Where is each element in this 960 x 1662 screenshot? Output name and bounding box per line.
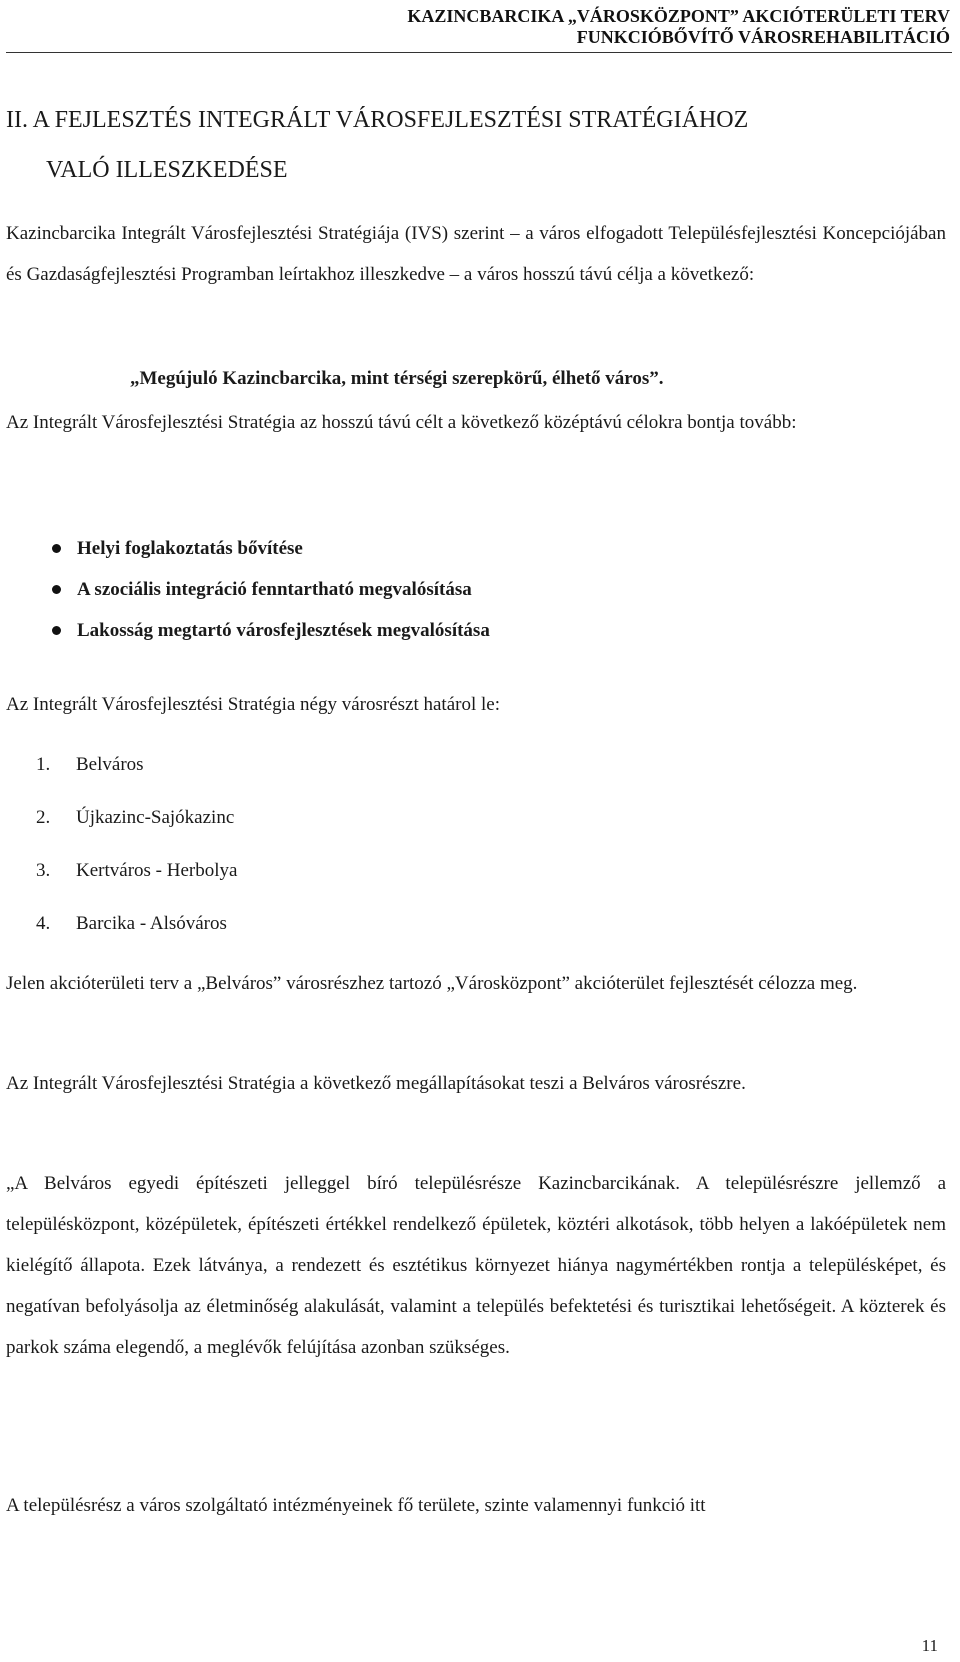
goals-list — [52, 528, 490, 651]
section-heading-line1: II. A FEJLESZTÉS INTEGRÁLT VÁROSFEJLESZTÉSI STRATÉGIÁHOZ — [6, 107, 749, 133]
bullet-icon — [52, 585, 61, 594]
bullet-icon — [52, 626, 61, 635]
list-item — [52, 610, 490, 651]
district-name: Újkazinc-Sajókazinc — [76, 807, 235, 828]
list-number: 3. — [36, 860, 51, 881]
section-heading — [6, 95, 936, 195]
list-number: 2. — [36, 807, 51, 828]
page-number: 11 — [921, 1636, 938, 1655]
district-name: Kertváros - Herbolya — [76, 860, 238, 881]
header-title-line1: KAZINCBARCIKA „VÁROSKÖZPONT” AKCIÓTERÜLETI TERV — [407, 6, 950, 26]
goal-label: A szociális integráció fenntartható megvalósítása — [77, 579, 472, 600]
list-item — [36, 844, 237, 897]
list-item — [36, 791, 237, 844]
list-item — [36, 897, 237, 950]
motto: „Megújuló Kazincbarcika, mint térségi szerepkörű, élhető város”. — [130, 368, 664, 389]
list-item — [52, 528, 490, 569]
header-divider — [6, 52, 952, 53]
plan-scope-paragraph: Jelen akcióterületi terv a „Belváros” városrészhez tartozó „Városközpont” akcióterület fejlesztését célozza meg. — [6, 973, 858, 994]
section-heading-line2: VALÓ ILLESZKEDÉSE — [46, 157, 288, 183]
header-title-line2: FUNKCIÓBŐVÍTŐ VÁROSREHABILITÁCIÓ — [576, 27, 950, 47]
bullet-icon — [52, 544, 61, 553]
belvaros-quote-paragraph: „A Belváros egyedi építészeti jelleggel bíró településrésze Kazincbarcikának. A településrészre jellemző a településközpont, középületek, építészeti értékkel rendelkező épületek, köztéri alkotások, több helyen a lakóépületek nem kielégítő állapota. Ezek látványa, a rendezett és esztétikus környezet hiánya nagymértékben rontja a településképet, és negatívan befolyásolja az életminőség alakulását, valamint a település befektetési és turisztikai lehetőségeit. A közterek és parkok száma elegendő, a meglévők felújítása azonban szükséges. — [6, 1173, 946, 1358]
districts-intro-paragraph: Az Integrált Városfejlesztési Stratégia négy városrészt határol le: — [6, 694, 500, 715]
list-number: 4. — [36, 913, 51, 934]
goal-label: Helyi foglakoztatás bővítése — [77, 538, 303, 559]
findings-intro-paragraph: Az Integrált Városfejlesztési Stratégia a következő megállapításokat teszi a Belváros városrészre. — [6, 1073, 746, 1094]
list-item — [52, 569, 490, 610]
intro-paragraph: Kazincbarcika Integrált Városfejlesztési Stratégiája (IVS) szerint – a város elfogadott Településfejlesztési Koncepciójában és Gazdaságfejlesztési Programban leírtakhoz illeszkedve – a város hosszú távú célja a következő: — [6, 223, 946, 285]
running-header — [407, 6, 950, 48]
closing-paragraph: A településrész a város szolgáltató intézményeinek fő területe, szinte valamennyi funkció itt — [6, 1495, 706, 1516]
list-number: 1. — [36, 754, 51, 775]
goals-intro-paragraph: Az Integrált Városfejlesztési Stratégia az hosszú távú célt a következő középtávú célokra bontja tovább: — [6, 412, 797, 433]
district-name: Belváros — [76, 754, 144, 775]
districts-list — [36, 738, 237, 950]
list-item — [36, 738, 237, 791]
district-name: Barcika - Alsóváros — [76, 913, 227, 934]
goal-label: Lakosság megtartó városfejlesztések megvalósítása — [77, 620, 490, 641]
